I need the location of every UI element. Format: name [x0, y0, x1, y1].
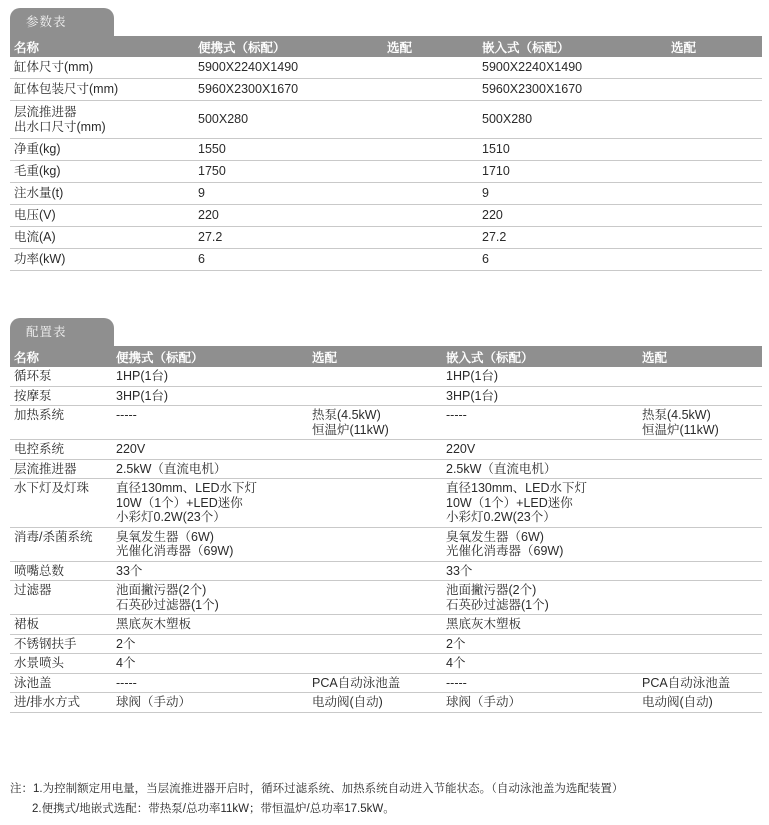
param-cell: 500X280 [478, 101, 667, 139]
param-cell [383, 57, 478, 79]
config-row [10, 479, 762, 528]
param-cell [383, 101, 478, 139]
config-row [10, 654, 762, 674]
config-cell [308, 634, 442, 654]
configuration-table-header [10, 346, 762, 367]
param-header-cell: 选配 [667, 36, 762, 57]
config-row [10, 673, 762, 693]
param-row [10, 161, 762, 183]
config-row-label: 不锈钢扶手 [10, 634, 112, 654]
param-header-cell: 便携式（标配） [194, 36, 383, 57]
config-row-label: 循环泵 [10, 367, 112, 386]
config-cell [308, 367, 442, 386]
config-cell [308, 386, 442, 406]
config-cell: 2.5kW（直流电机） [112, 459, 308, 479]
config-row [10, 386, 762, 406]
config-cell [308, 581, 442, 615]
param-cell [383, 249, 478, 271]
param-cell: 5900X2240X1490 [194, 57, 383, 79]
param-row [10, 227, 762, 249]
param-row-label: 电压(V) [10, 205, 194, 227]
config-row-label: 加热系统 [10, 406, 112, 440]
config-cell [638, 479, 762, 528]
config-cell [308, 479, 442, 528]
parameter-table [10, 36, 762, 271]
config-row-label: 进/排水方式 [10, 693, 112, 713]
config-row-label: 过滤器 [10, 581, 112, 615]
param-row-label: 注水量(t) [10, 183, 194, 205]
footnote-2: 2.便携式/地嵌式选配：带热泵/总功率11kW；带恒温炉/总功率17.5kW。 [32, 803, 395, 815]
param-row [10, 101, 762, 139]
config-cell: 池面撇污器(2个) 石英砂过滤器(1个) [112, 581, 308, 615]
config-cell [638, 654, 762, 674]
param-cell: 9 [478, 183, 667, 205]
config-cell [638, 561, 762, 581]
config-row [10, 527, 762, 561]
param-cell: 5900X2240X1490 [478, 57, 667, 79]
config-cell: 直径130mm、LED水下灯 10W（1个）+LED迷你 小彩灯0.2W(23个） [112, 479, 308, 528]
config-cell: 臭氧发生器（6W) 光催化消毒器（69W) [442, 527, 638, 561]
config-cell: 热泵(4.5kW) 恒温炉(11kW) [308, 406, 442, 440]
config-row-label: 电控系统 [10, 440, 112, 460]
config-header-cell: 选配 [638, 346, 762, 367]
config-row [10, 367, 762, 386]
param-cell: 1710 [478, 161, 667, 183]
param-cell: 220 [478, 205, 667, 227]
param-cell [383, 79, 478, 101]
param-cell: 220 [194, 205, 383, 227]
param-cell [667, 79, 762, 101]
param-row-label: 毛重(kg) [10, 161, 194, 183]
config-cell: 3HP(1台) [112, 386, 308, 406]
param-cell [383, 227, 478, 249]
config-row [10, 634, 762, 654]
config-cell: 4个 [112, 654, 308, 674]
config-cell: 33个 [442, 561, 638, 581]
config-cell [638, 367, 762, 386]
param-cell [667, 183, 762, 205]
parameter-table-header [10, 36, 762, 57]
config-cell [638, 581, 762, 615]
config-cell [308, 459, 442, 479]
param-row-label: 缸体包装尺寸(mm) [10, 79, 194, 101]
config-cell: ----- [442, 406, 638, 440]
param-cell [667, 57, 762, 79]
config-cell: 1HP(1台) [112, 367, 308, 386]
config-header-cell: 选配 [308, 346, 442, 367]
config-cell: 2个 [112, 634, 308, 654]
config-cell: 电动阀(自动) [308, 693, 442, 713]
config-cell: 3HP(1台) [442, 386, 638, 406]
config-cell [638, 386, 762, 406]
config-row-label: 按摩泵 [10, 386, 112, 406]
param-row-label: 层流推进器 出水口尺寸(mm) [10, 101, 194, 139]
configuration-table-tab[interactable]: 配置表 [10, 318, 114, 346]
param-header-cell: 名称 [10, 36, 194, 57]
param-header-cell: 嵌入式（标配） [478, 36, 667, 57]
param-row [10, 183, 762, 205]
config-row-label: 裙板 [10, 615, 112, 635]
param-cell [383, 183, 478, 205]
config-cell [308, 654, 442, 674]
config-cell: 黑底灰木塑板 [112, 615, 308, 635]
param-cell [667, 161, 762, 183]
config-header-cell: 嵌入式（标配） [442, 346, 638, 367]
param-cell: 6 [478, 249, 667, 271]
param-cell: 5960X2300X1670 [194, 79, 383, 101]
parameter-table-tab[interactable]: 参数表 [10, 8, 114, 36]
config-cell: ----- [442, 673, 638, 693]
config-row [10, 693, 762, 713]
config-row [10, 561, 762, 581]
config-cell: 2.5kW（直流电机） [442, 459, 638, 479]
config-row [10, 459, 762, 479]
param-cell: 27.2 [478, 227, 667, 249]
config-cell: 电动阀(自动) [638, 693, 762, 713]
config-cell: 臭氧发生器（6W) 光催化消毒器（69W) [112, 527, 308, 561]
config-header-cell: 名称 [10, 346, 112, 367]
param-cell [383, 161, 478, 183]
param-cell [383, 139, 478, 161]
param-cell: 27.2 [194, 227, 383, 249]
param-row [10, 205, 762, 227]
param-cell: 1550 [194, 139, 383, 161]
config-row-label: 喷嘴总数 [10, 561, 112, 581]
param-cell [667, 227, 762, 249]
config-cell: 球阀（手动） [112, 693, 308, 713]
config-cell: 220V [112, 440, 308, 460]
param-row-label: 功率(kW) [10, 249, 194, 271]
param-cell: 6 [194, 249, 383, 271]
config-row [10, 581, 762, 615]
config-cell: 4个 [442, 654, 638, 674]
config-row-label: 水景喷头 [10, 654, 112, 674]
config-row-label: 泳池盖 [10, 673, 112, 693]
config-cell: PCA自动泳池盖 [638, 673, 762, 693]
config-cell [308, 615, 442, 635]
param-cell: 9 [194, 183, 383, 205]
param-cell: 1510 [478, 139, 667, 161]
param-cell [667, 139, 762, 161]
footnotes [10, 779, 762, 819]
config-cell: 池面撇污器(2个) 石英砂过滤器(1个) [442, 581, 638, 615]
footnote-1: 注：1.为控制额定用电量，当层流推进器开启时，循环过滤系统、加热系统自动进入节能状态。（自动泳池盖为选配装置） [10, 783, 624, 795]
param-row-label: 缸体尺寸(mm) [10, 57, 194, 79]
config-cell: 220V [442, 440, 638, 460]
config-header-cell: 便携式（标配） [112, 346, 308, 367]
param-row [10, 249, 762, 271]
configuration-table [10, 346, 762, 713]
config-row [10, 440, 762, 460]
config-cell: 33个 [112, 561, 308, 581]
param-cell: 500X280 [194, 101, 383, 139]
config-cell: 1HP(1台) [442, 367, 638, 386]
config-cell [308, 527, 442, 561]
config-cell [308, 440, 442, 460]
config-cell: 2个 [442, 634, 638, 654]
config-row-label: 消毒/杀菌系统 [10, 527, 112, 561]
config-cell [308, 561, 442, 581]
param-cell [383, 205, 478, 227]
param-row [10, 79, 762, 101]
param-cell [667, 101, 762, 139]
param-row-label: 净重(kg) [10, 139, 194, 161]
param-header-cell: 选配 [383, 36, 478, 57]
config-cell [638, 634, 762, 654]
config-cell: ----- [112, 673, 308, 693]
config-cell: 直径130mm、LED水下灯 10W（1个）+LED迷你 小彩灯0.2W(23个） [442, 479, 638, 528]
config-row-label: 水下灯及灯珠 [10, 479, 112, 528]
config-cell: 球阀（手动） [442, 693, 638, 713]
param-cell [667, 249, 762, 271]
config-cell [638, 527, 762, 561]
param-cell: 5960X2300X1670 [478, 79, 667, 101]
config-cell [638, 615, 762, 635]
param-row [10, 139, 762, 161]
param-cell [667, 205, 762, 227]
config-row-label: 层流推进器 [10, 459, 112, 479]
config-cell: PCA自动泳池盖 [308, 673, 442, 693]
param-row-label: 电流(A) [10, 227, 194, 249]
config-row [10, 615, 762, 635]
config-cell: 黑底灰木塑板 [442, 615, 638, 635]
param-row [10, 57, 762, 79]
config-cell [638, 440, 762, 460]
config-cell: 热泵(4.5kW) 恒温炉(11kW) [638, 406, 762, 440]
config-row [10, 406, 762, 440]
param-cell: 1750 [194, 161, 383, 183]
config-cell: ----- [112, 406, 308, 440]
config-cell [638, 459, 762, 479]
